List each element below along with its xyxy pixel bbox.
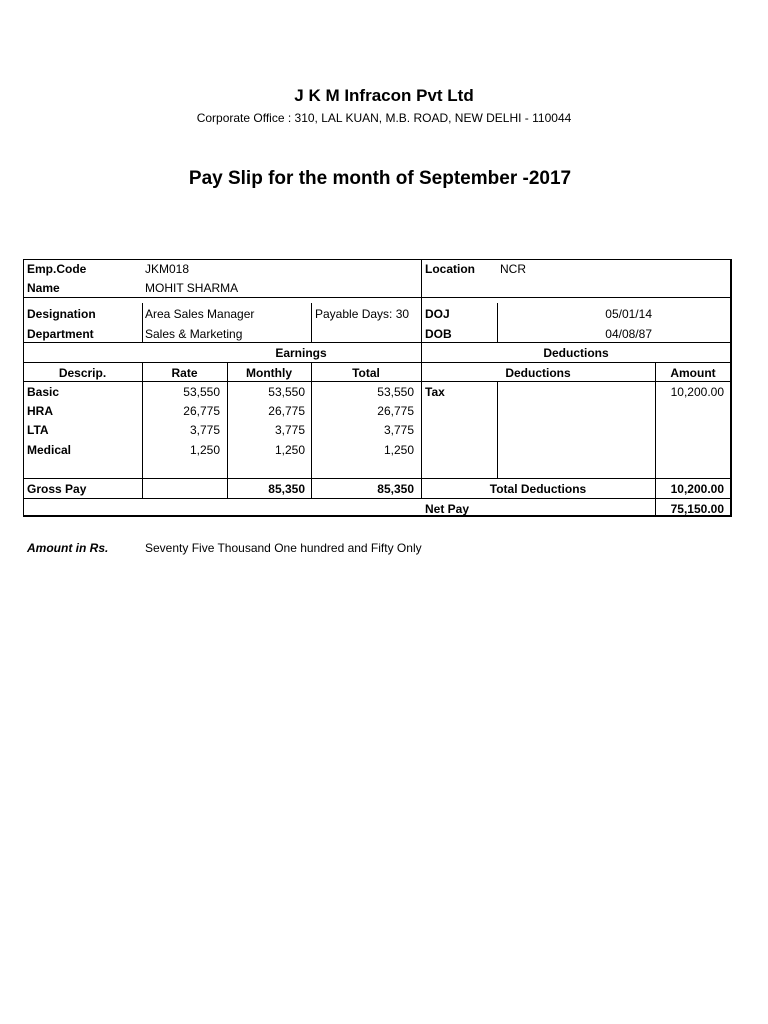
col-rate: Rate	[171, 366, 198, 380]
earning-total: 3,775	[383, 423, 414, 437]
total-deductions-value: 10,200.00	[670, 482, 724, 496]
department-value: Sales & Marketing	[145, 327, 243, 341]
earning-total: 1,250	[383, 443, 414, 457]
col-descrip: Descrip.	[58, 366, 107, 380]
deduction-label: Tax	[425, 385, 445, 399]
designation-value: Area Sales Manager	[145, 307, 255, 321]
location-label: Location	[425, 262, 475, 276]
earning-rate: 1,250	[189, 443, 220, 457]
emp-code-label: Emp.Code	[27, 262, 87, 276]
total-deductions-label: Total Deductions	[489, 482, 587, 496]
company-name: J K M Infracon Pvt Ltd	[294, 86, 474, 105]
dob-value: 04/08/87	[605, 327, 652, 341]
col-total: Total	[352, 366, 380, 380]
earning-rate: 53,550	[183, 385, 220, 399]
gross-pay-label: Gross Pay	[27, 482, 87, 496]
doj-label: DOJ	[425, 307, 450, 321]
doj-value: 05/01/14	[605, 307, 652, 321]
col-monthly: Monthly	[246, 366, 292, 380]
payable-days: Payable Days: 30	[315, 307, 410, 321]
earning-monthly: 3,775	[274, 423, 305, 437]
earning-total: 26,775	[377, 404, 414, 418]
earning-monthly: 53,550	[268, 385, 305, 399]
gross-pay-total: 85,350	[377, 482, 414, 496]
location-value: NCR	[500, 262, 526, 276]
earning-monthly: 1,250	[274, 443, 305, 457]
amount-in-words-value: Seventy Five Thousand One hundred and Fifty Only	[145, 541, 422, 555]
earning-label: Basic	[27, 385, 60, 399]
earning-rate: 3,775	[189, 423, 220, 437]
name-value: MOHIT SHARMA	[145, 281, 239, 295]
corporate-office-address: Corporate Office : 310, LAL KUAN, M.B. ROAD, NEW DELHI - 110044	[196, 111, 572, 125]
earning-label: LTA	[27, 423, 49, 437]
col-deductions: Deductions	[505, 366, 571, 380]
earning-label: HRA	[27, 404, 53, 418]
deductions-header: Deductions	[543, 346, 609, 360]
earning-rate: 26,775	[183, 404, 220, 418]
department-label: Department	[27, 327, 94, 341]
gross-pay-monthly: 85,350	[268, 482, 305, 496]
earning-monthly: 26,775	[268, 404, 305, 418]
col-amount: Amount	[670, 366, 716, 380]
net-pay-label: Net Pay	[425, 502, 470, 516]
designation-label: Designation	[27, 307, 96, 321]
earning-label: Medical	[27, 443, 72, 457]
earning-total: 53,550	[377, 385, 414, 399]
earnings-header: Earnings	[275, 346, 327, 360]
payslip-title: Pay Slip for the month of September -2017	[188, 168, 572, 189]
dob-label: DOB	[425, 327, 452, 341]
amount-in-words-label: Amount in Rs.	[27, 541, 109, 555]
name-label: Name	[27, 281, 60, 295]
deduction-amount: 10,200.00	[670, 385, 724, 399]
emp-code-value: JKM018	[145, 262, 190, 276]
net-pay-value: 75,150.00	[670, 502, 724, 516]
